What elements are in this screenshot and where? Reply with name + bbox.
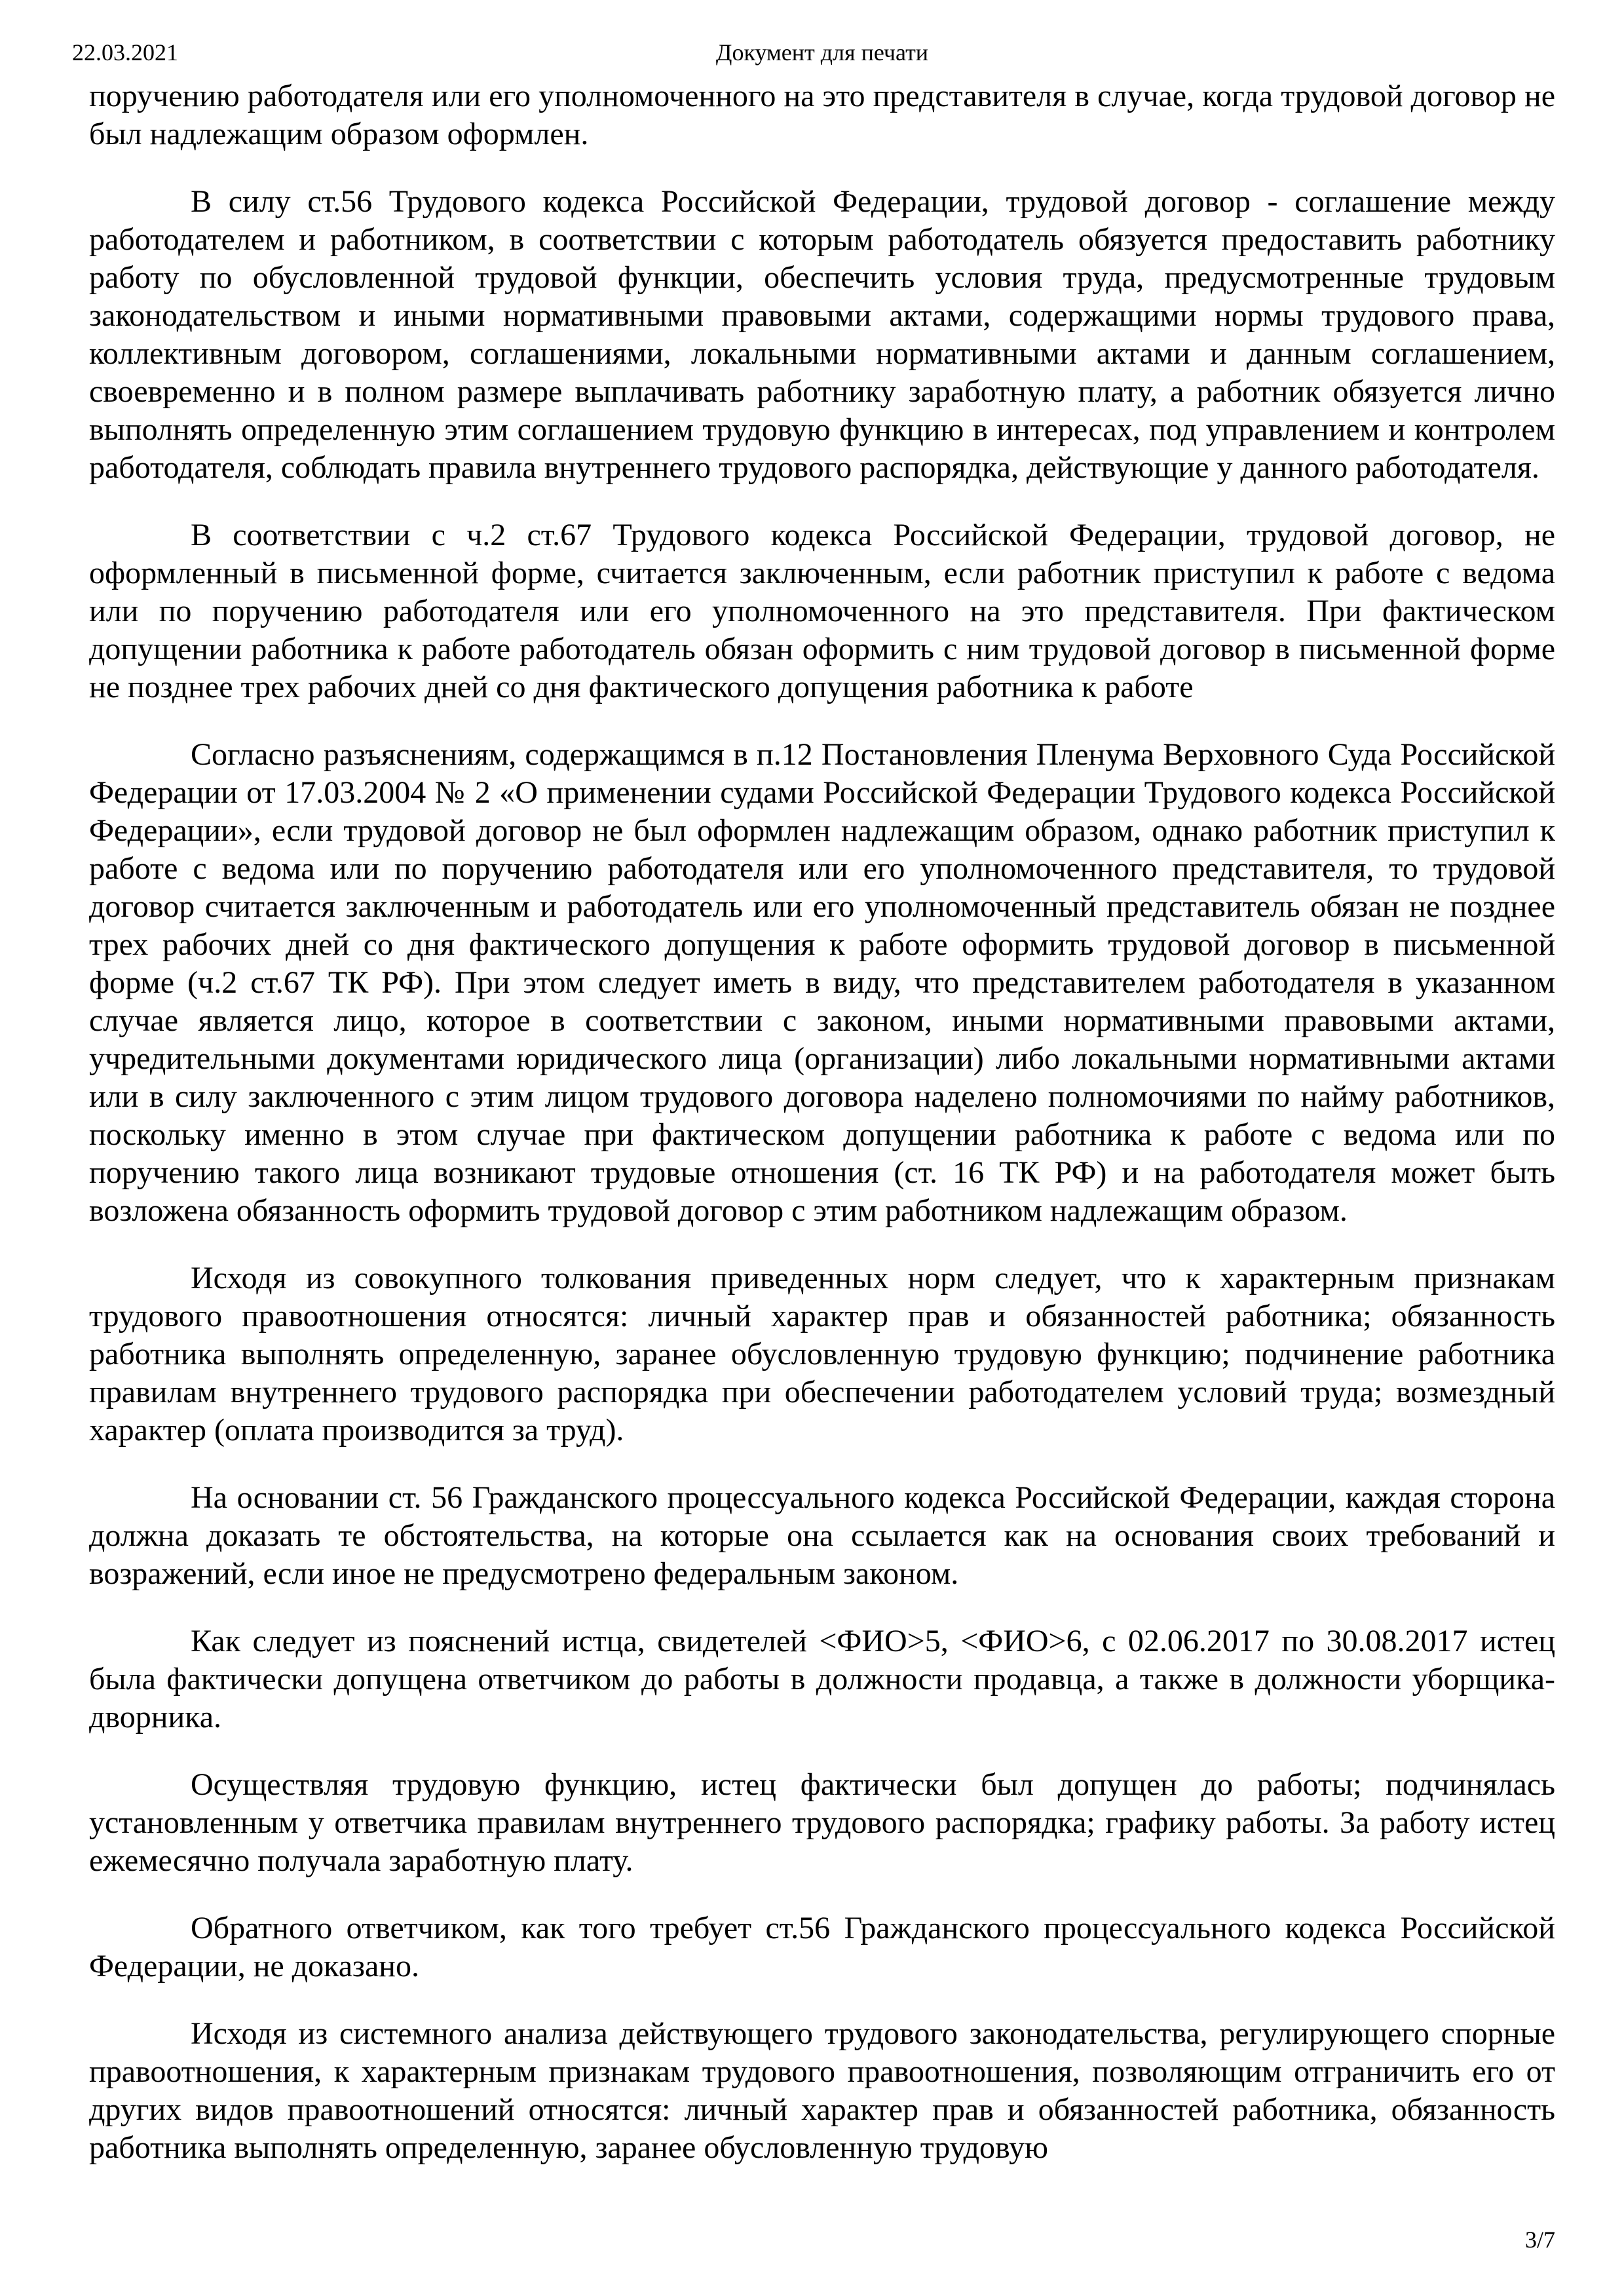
- body-paragraph-9: Обратного ответчиком, как того требует ст.56 Гражданского процессуального кодекса Российской Федерации, не доказано.: [89, 1911, 1555, 1983]
- document-title: Документ для печати: [715, 39, 929, 66]
- body-paragraph-4: Согласно разъяснениям, содержащимся в п.12 Постановления Пленума Верховного Суда Российской Федерации от 17.03.2004 № 2 «О применении судами Российской Федерации Трудового кодекса Российской Федерации», если трудовой договор не был оформлен надлежащим образом, однако работник приступил к работе с ведома или по поручению работодателя или его уполномоченного представителя, то трудовой договор считается заключенным и работодатель или его уполномоченный представитель обязан не позднее трех рабочих дней со дня фактического допущения к работе оформить трудовой договор в письменной форме (ч.2 ст.67 ТК РФ). При этом следует иметь в виду, что представителем работодателя в указанном случае является лицо, которое в соответствии с законом, иными нормативными правовыми актами, учредительными документами юридического лица (организации) либо локальными нормативными актами или в силу заключенного с этим лицом трудового договора наделено полномочиями по найму работников, поскольку именно в этом случае при фактическом допущении работника к работе с ведома или по поручению такого лица возникают трудовые отношения (ст. 16 ТК РФ) и на работодателя может быть возложена обязанность оформить трудовой договор с этим работником надлежащим образом.: [89, 737, 1555, 1228]
- body-paragraph-10: Исходя из системного анализа действующего трудового законодательства, регулирующего спорные правоотношения, к характерным признакам трудового правоотношения, позволяющим отграничить его от других видов правоотношений относятся: личный характер прав и обязанностей работника, обязанность работника выполнять определенную, заранее обусловленную трудовую: [89, 2016, 1555, 2165]
- body-paragraph-2: В силу ст.56 Трудового кодекса Российской Федерации, трудовой договор - соглашение между работодателем и работником, в соответствии с которым работодатель обязуется предоставить работнику работу по обусловленной трудовой функции, обеспечить условия труда, предусмотренные трудовым законодательством и иными нормативными правовыми актами, содержащими нормы трудового права, коллективным договором, соглашениями, локальными нормативными актами и данным соглашением, своевременно и в полном размере выплачивать работнику заработную плату, а работник обязуется лично выполнять определенную этим соглашением трудовую функцию в интересах, под управлением и контролем работодателя, соблюдать правила внутреннего трудового распорядка, действующие у данного работодателя.: [89, 184, 1555, 485]
- body-paragraph-5: Исходя из совокупного толкования приведенных норм следует, что к характерным признакам трудового правоотношения относятся: личный характер прав и обязанностей работника; обязанность работника выполнять определенную, заранее обусловленную трудовую функцию; подчинение работника правилам внутреннего трудового распорядка при обеспечении работодателем условий труда; возмездный характер (оплата производится за труд).: [89, 1261, 1555, 1447]
- page-number: 3/7: [1524, 2227, 1555, 2253]
- body-paragraph-3: В соответствии с ч.2 ст.67 Трудового кодекса Российской Федерации, трудовой договор, не оформленный в письменной форме, считается заключенным, если работник приступил к работе с ведома или по поручению работодателя или его уполномоченного на это представителя. При фактическом допущении работника к работе работодатель обязан оформить с ним трудовой договор в письменной форме не позднее трех рабочих дней со дня фактического допущения работника к работе: [89, 518, 1555, 704]
- body-paragraph-7: Как следует из пояснений истца, свидетелей <ФИО>5, <ФИО>6, с 02.06.2017 по 30.08.2017 истец была фактически допущена ответчиком до работы в должности продавца, а также в должности уборщика-дворника.: [89, 1624, 1555, 1734]
- page-footer: [1525, 2225, 1555, 2254]
- body-paragraph-8: Осуществляя трудовую функцию, истец фактически был допущен до работы; подчинялась установленным у ответчика правилам внутреннего трудового распорядка; графику работы. За работу истец ежемесячно получала заработную плату.: [89, 1767, 1555, 1878]
- body-paragraph-1: поручению работодателя или его уполномоченного на это представителя в случае, когда трудовой договор не был надлежащим образом оформлен.: [89, 79, 1555, 151]
- document-body: [89, 77, 1555, 2167]
- body-paragraph-6: На основании ст. 56 Гражданского процессуального кодекса Российской Федерации, каждая сторона должна доказать те обстоятельства, на которые она ссылается как на основания своих требований и возражений, если иное не предусмотрено федеральным законом.: [89, 1480, 1555, 1591]
- print-date: 22.03.2021: [72, 39, 178, 66]
- page-header: [72, 38, 1555, 69]
